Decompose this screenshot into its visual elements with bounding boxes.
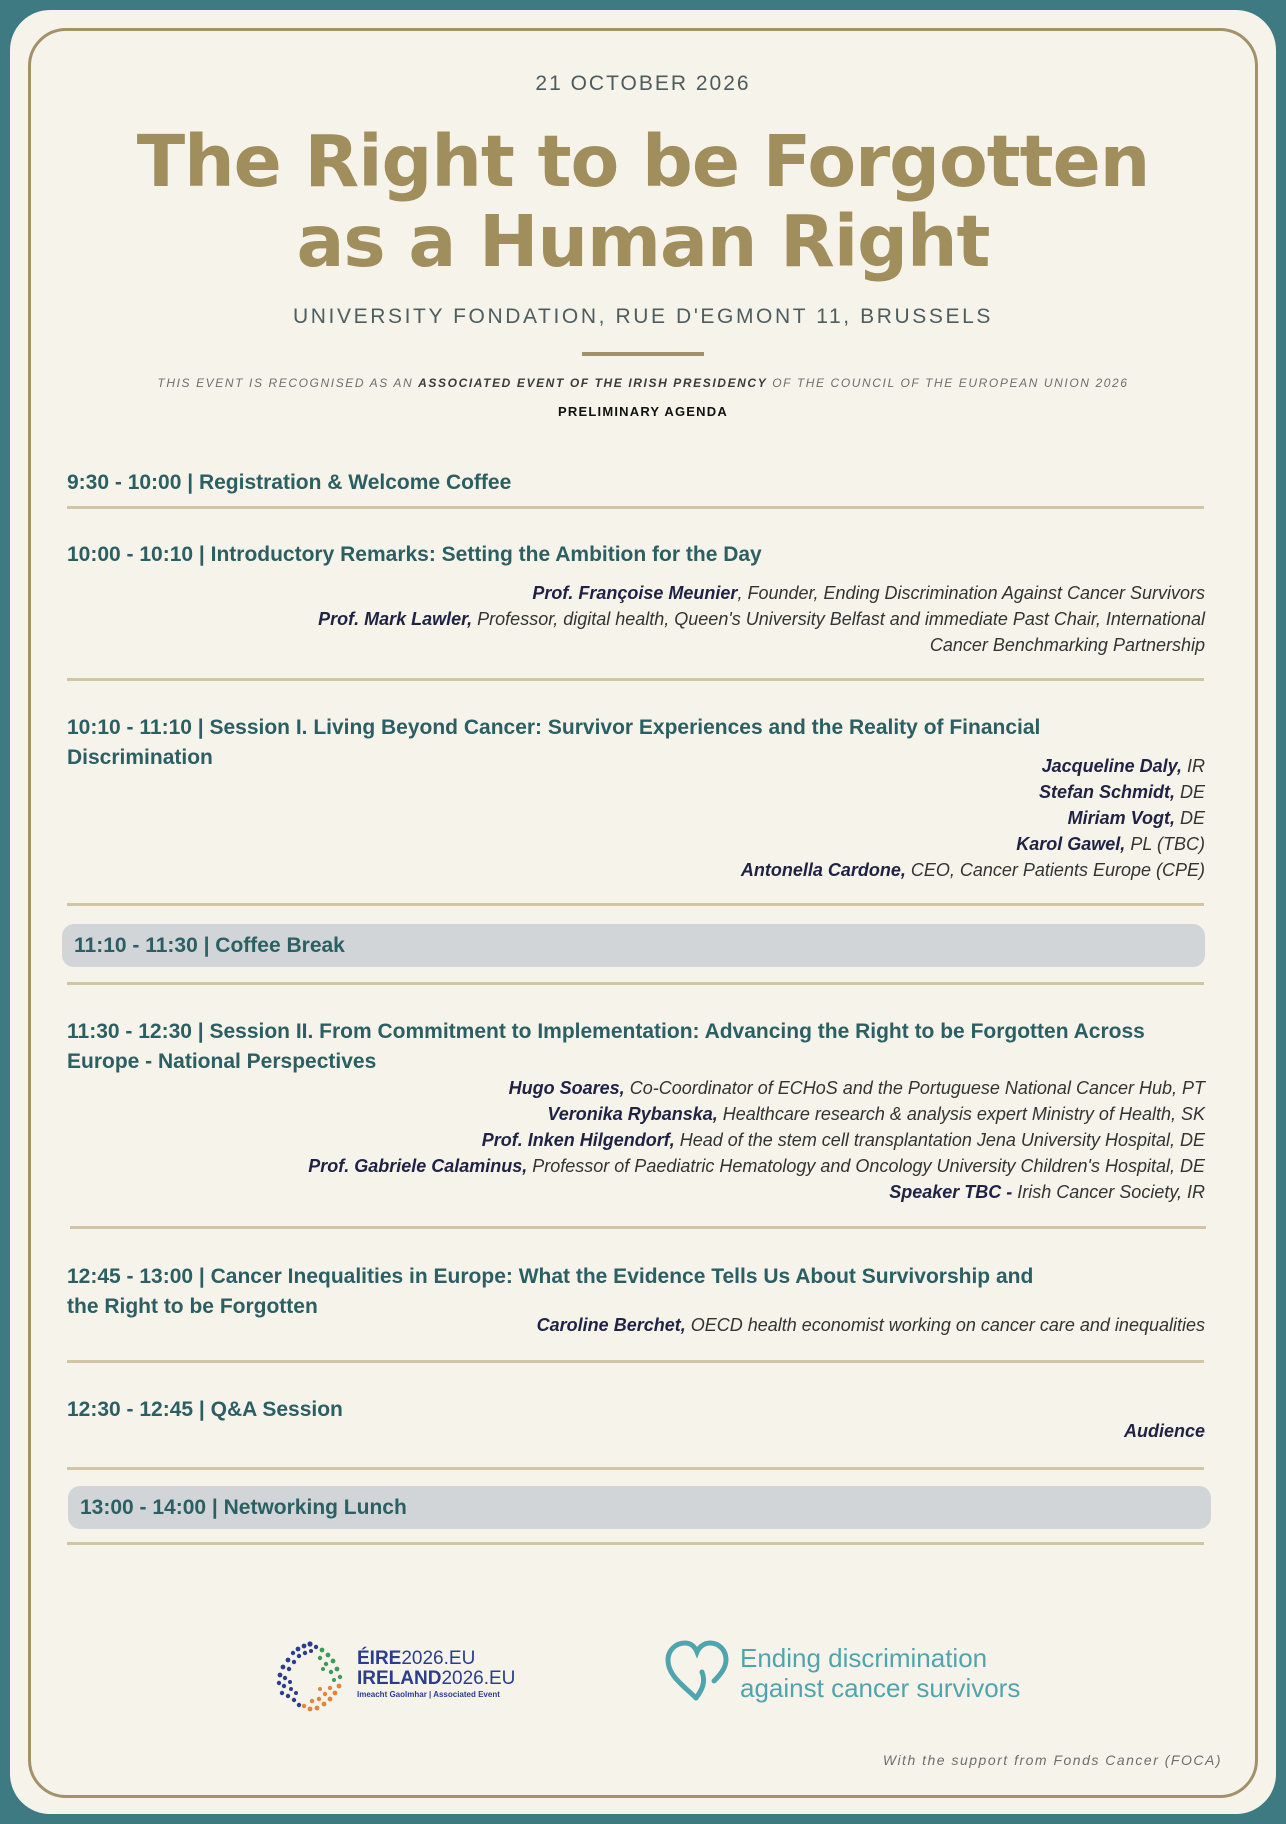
preliminary-agenda-label: PRELIMINARY AGENDA	[558, 404, 728, 419]
speaker-line	[741, 753, 1205, 779]
speaker-line	[308, 1179, 1205, 1205]
speaker-line	[318, 606, 1205, 632]
lunch-label: 13:00 - 14:00 | Networking Lunch	[80, 1496, 407, 1519]
lunch-bar	[68, 1486, 1211, 1529]
recognition-prefix: THIS EVENT IS RECOGNISED AS AN	[157, 376, 419, 390]
speaker-role: OECD health economist working on cancer care and inequalities	[685, 1315, 1205, 1335]
speaker-list	[1124, 1418, 1205, 1444]
divider	[70, 1226, 1206, 1229]
agenda-item-qa: 12:30 - 12:45 | Q&A Session	[67, 1398, 343, 1421]
speaker-role: IR	[1181, 756, 1205, 776]
ireland-bold: IRELAND	[357, 1668, 442, 1689]
coffee-break-label: 11:10 - 11:30 | Coffee Break	[74, 934, 345, 957]
speaker-role: Irish Cancer Society, IR	[1012, 1182, 1205, 1202]
speaker-line	[308, 1075, 1205, 1101]
speaker-role: PL (TBC)	[1125, 834, 1205, 854]
speaker-role: Head of the stem cell transplantation Jena University Hospital, DE	[674, 1130, 1205, 1150]
speaker-role: Professor of Paediatric Hematology and Oncology University Children's Hospital, DE	[527, 1156, 1205, 1176]
speaker-name: Stefan Schmidt,	[1038, 782, 1175, 802]
divider	[67, 1467, 1204, 1470]
eire-bold: ÉIRE	[357, 1648, 402, 1669]
speaker-name: Antonella Cardone,	[740, 860, 906, 880]
speaker-list	[741, 753, 1205, 883]
speaker-name: Caroline Berchet,	[536, 1315, 686, 1335]
speaker-list	[537, 1312, 1205, 1338]
title-line-2: as a Human Right	[296, 200, 990, 283]
eire2026-logo-text	[357, 1649, 515, 1689]
speaker-name: Prof. Gabriele Calaminus,	[308, 1156, 528, 1176]
speaker-name: Prof. Mark Lawler,	[318, 609, 473, 629]
speaker-name: Prof. Françoise Meunier	[532, 583, 738, 603]
page-frame	[28, 28, 1258, 1798]
speaker-role: Professor, digital health, Queen's University Belfast and immediate Past Chair, International	[472, 609, 1205, 629]
speaker-line	[308, 1101, 1205, 1127]
title-rule	[582, 352, 704, 356]
ireland-light: 2026.EU	[441, 1668, 516, 1689]
support-note: With the support from Fonds Cancer (FOCA)	[882, 1752, 1222, 1768]
speaker-role: Cancer Benchmarking Partnership	[929, 635, 1205, 655]
speaker-role: CEO, Cancer Patients Europe (CPE)	[905, 860, 1205, 880]
item-title-line: Discrimination	[67, 746, 213, 769]
speaker-line	[741, 805, 1205, 831]
agenda-item-registration: 9:30 - 10:00 | Registration & Welcome Coffee	[67, 471, 512, 494]
eire2026-subtitle: Imeacht Gaolmhar | Associated Event	[357, 1690, 500, 1699]
speaker-name: Hugo Soares,	[508, 1078, 625, 1098]
title-line-1: The Right to be Forgotten	[136, 120, 1150, 203]
item-title-line: the Right to be Forgotten	[67, 1295, 318, 1318]
divider	[67, 1542, 1204, 1545]
coffee-break-bar	[62, 924, 1205, 967]
speaker-line	[537, 1312, 1205, 1338]
speaker-line	[318, 632, 1205, 658]
divider	[67, 506, 1204, 509]
divider	[67, 678, 1204, 681]
speaker-name: Speaker TBC -	[889, 1182, 1013, 1202]
speaker-line	[741, 779, 1205, 805]
speaker-role: , Founder, Ending Discrimination Against Cancer Survivors	[737, 583, 1205, 603]
edacs-line-2: against cancer survivors	[740, 1673, 1021, 1703]
speaker-role: DE	[1174, 782, 1205, 802]
venue: UNIVERSITY FONDATION, RUE D'EGMONT 11, BRUSSELS	[293, 305, 993, 328]
speaker-name: Audience	[1123, 1421, 1205, 1441]
speaker-line	[308, 1127, 1205, 1153]
item-title-line: 11:30 - 12:30 | Session II. From Commitment to Implementation: Advancing the Right to be Forgotten Across	[67, 1020, 1145, 1043]
speaker-name: Veronika Rybanska,	[547, 1104, 718, 1124]
speaker-line	[318, 580, 1205, 606]
speaker-role: DE	[1174, 808, 1205, 828]
ireland-line	[357, 1669, 515, 1689]
item-title-line: 12:45 - 13:00 | Cancer Inequalities in Europe: What the Evidence Tells Us About Survivorship and	[67, 1265, 1034, 1288]
agenda-item-introductory: 10:00 - 10:10 | Introductory Remarks: Setting the Ambition for the Day	[67, 543, 762, 566]
speaker-line	[741, 831, 1205, 857]
speaker-name: Miriam Vogt,	[1067, 808, 1175, 828]
speaker-line	[1124, 1418, 1205, 1444]
item-title-line: Europe - National Perspectives	[67, 1050, 377, 1073]
recognition-bold: ASSOCIATED EVENT OF THE IRISH PRESIDENCY	[418, 376, 768, 390]
speaker-role: Healthcare research & analysis expert Ministry of Health, SK	[717, 1104, 1205, 1124]
speaker-list	[308, 1075, 1205, 1205]
divider	[67, 982, 1204, 985]
edacs-line-1: Ending discrimination	[740, 1643, 988, 1673]
divider	[67, 903, 1204, 906]
eire-line	[357, 1649, 515, 1669]
item-title-line: 10:10 - 11:10 | Session I. Living Beyond Cancer: Survivor Experiences and the Reality of Financial	[67, 716, 1041, 739]
speaker-name: Karol Gawel,	[1016, 834, 1126, 854]
recognition-suffix: OF THE COUNCIL OF THE EUROPEAN UNION 2026	[767, 376, 1129, 390]
eire2026-logo-icon	[274, 1638, 346, 1714]
eire-light: 2026.EU	[401, 1648, 476, 1669]
speaker-line	[308, 1153, 1205, 1179]
heart-logo-icon	[662, 1638, 732, 1704]
speaker-role: Co-Coordinator of ECHoS and the Portuguese National Cancer Hub, PT	[624, 1078, 1205, 1098]
recognition-note	[0, 376, 1286, 390]
speaker-line	[741, 857, 1205, 883]
speaker-list	[318, 580, 1205, 658]
speaker-name: Jacqueline Daly,	[1041, 756, 1182, 776]
ending-discrimination-logo-text	[740, 1643, 1020, 1703]
event-date: 21 OCTOBER 2026	[535, 72, 751, 95]
agenda-item-session-2	[67, 1017, 1217, 1077]
divider	[67, 1360, 1204, 1363]
speaker-name: Prof. Inken Hilgendorf,	[481, 1130, 675, 1150]
